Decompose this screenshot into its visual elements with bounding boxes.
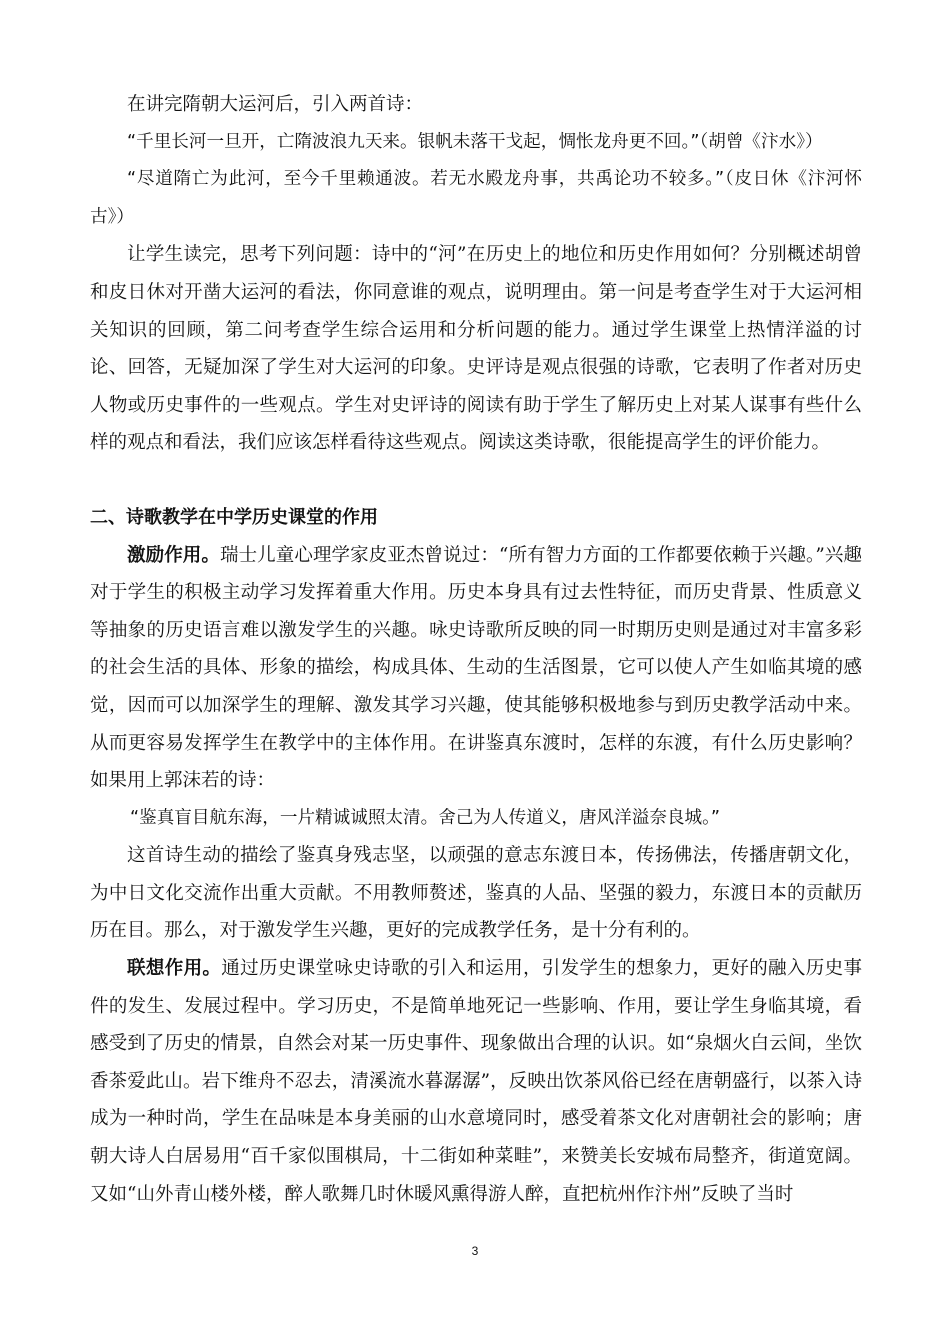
section-heading: 二、诗歌教学在中学历史课堂的作用: [90, 506, 378, 528]
motivation-paragraph: [90, 537, 862, 800]
association-paragraph: [90, 950, 862, 1213]
poem-bianshui: “千里长河一旦开，亡隋波浪九天来。银帆未落干戈起，惆怅龙舟更不回。”（胡曾《汴水》）: [127, 131, 823, 152]
poem-bianhe-huaigu: “尽道隋亡为此河，至今千里赖通波。若无水殿龙舟事，共禹论功不较多。”（皮日休《汴河怀古》）: [90, 169, 862, 227]
intro-paragraph: 在讲完隋朝大运河后，引入两首诗：: [127, 94, 424, 115]
association-body: 通过历史课堂咏史诗歌的引入和运用，引发学生的想象力，更好的融入历史事件的发生、发展过程中。学习历史，不是简单地死记一些影响、作用，要让学生身临其境，看感受到了历史的情景，自然会对某一历史事件、现象做出合理的认识。如“泉烟火白云间，坐饮香茶爱此山。岩下维舟不忍去，清溪流水暮潺潺”，反映出饮茶风俗已经在唐朝盛行，以茶入诗成为一种时尚，学生在品味是本身美丽的山水意境同时，感受着茶文化对唐朝社会的影响；唐朝大诗人白居易用“百千家似围棋局，十二街如种菜畦”，来赞美长安城布局整齐，街道宽阔。又如“山外青山楼外楼，醉人歌舞几时休暖风熏得游人醉，直把杭州作汴州”反映了当时: [90, 958, 862, 1205]
page-number: 3: [471, 1244, 479, 1258]
poem-jianzhen-comment: 这首诗生动的描绘了鉴真身残志坚，以顽强的意志东渡日本，传扬佛法，传播唐朝文化，为中日文化交流作出重大贡献。不用教师赘述，鉴真的人品、坚强的毅力，东渡日本的贡献历历在目。那么，对于激发学生兴趣，更好的完成教学任务，是十分有利的。: [90, 845, 862, 942]
discussion-paragraph: 让学生读完，思考下列问题：诗中的“河”在历史上的地位和历史作用如何？分别概述胡曾和皮日休对开凿大运河的看法，你同意谁的观点，说明理由。第一问是考查学生对于大运河相关知识的回顾，第二问考查学生综合运用和分析问题的能力。通过学生课堂上热情洋溢的讨论、回答，无疑加深了学生对大运河的印象。史评诗是观点很强的诗歌，它表明了作者对历史人物或历史事件的一些观点。学生对史评诗的阅读有助于学生了解历史上对某人谋事有些什么样的观点和看法，我们应该怎样看待这些观点。阅读这类诗歌，很能提高学生的评价能力。: [90, 244, 862, 454]
motivation-lead: 激励作用。: [127, 544, 220, 566]
association-lead: 联想作用。: [127, 958, 222, 980]
motivation-body: 瑞士儿童心理学家皮亚杰曾说过：“所有智力方面的工作都要依赖于兴趣。”兴趣对于学生的积极主动学习发挥着重大作用。历史本身具有过去性特征，而历史背景、性质意义等抽象的历史语言难以激发学生的兴趣。咏史诗歌所反映的同一时期历史则是通过对丰富多彩的社会生活的具体、形象的描绘，构成具体、生动的生活图景，它可以使人产生如临其境的感觉，因而可以加深学生的理解、激发其学习兴趣，使其能够积极地参与到历史教学活动中来。从而更容易发挥学生在教学中的主体作用。在讲鉴真东渡时，怎样的东渡，有什么历史影响？如果用上郭沫若的诗：: [90, 544, 862, 792]
section-spacer: [90, 462, 862, 499]
document-body: [90, 86, 862, 1213]
poem-jianzhen: “鉴真盲目航东海，一片精诚诚照太清。舍己为人传道义，唐风洋溢奈良城。”: [130, 807, 721, 828]
